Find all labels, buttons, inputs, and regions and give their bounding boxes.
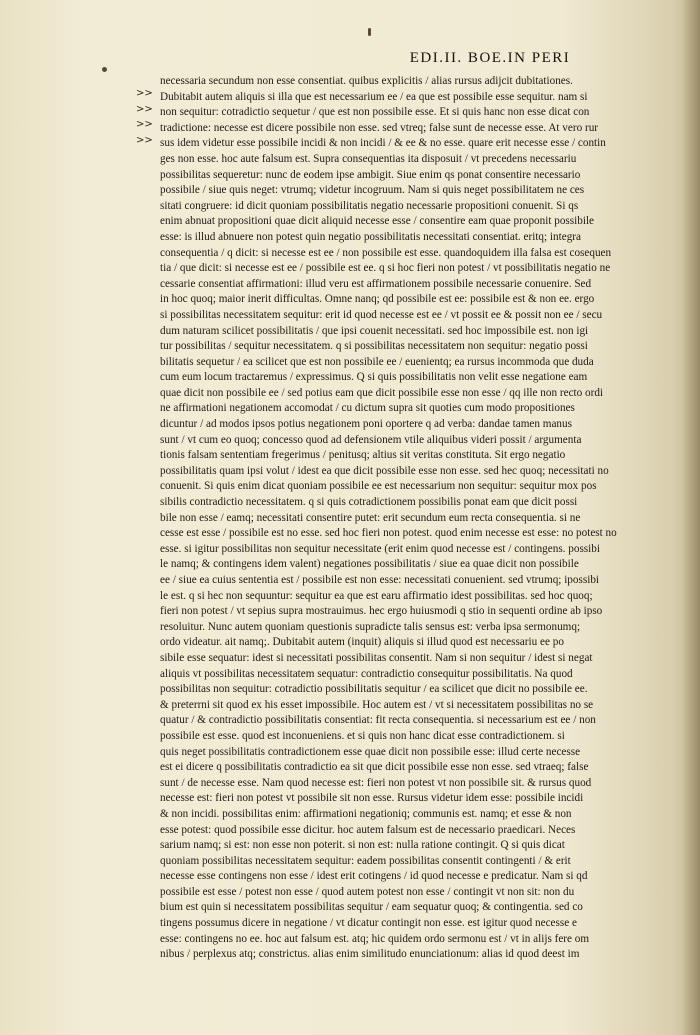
margin-mark: >>: [136, 103, 153, 115]
text-line: tionis falsam sententiam fregerimus / penitusq; altius sit veritas constituta. Sit ergo negatio: [160, 449, 566, 462]
margin-mark: >>: [136, 134, 153, 146]
text-line: dum naturam scilicet possibilitatis / que ipsi couenit necessitati. sed hoc impossibile est. non igi: [160, 324, 589, 337]
text-line: conuenit. Si quis enim dicat quoniam possibile ee est necessarium non sequitur: sequitur mox pos: [160, 480, 597, 493]
page-edge-shadow: [682, 0, 700, 1035]
text-line: bilitatis sequetur / ea scilicet que est non possibile ee / euenientq; ea rursus incommoda que duda: [160, 355, 594, 368]
text-line: possibilitatis quam ipsi volut / idest ea que dicit possibile esse non esse. sed hec quoq; necessitati no: [160, 464, 609, 477]
text-line: sunt / de necesse esse. Nam quod necesse est: fieri non potest vt non possibile sit. & rursus quod: [160, 776, 592, 789]
text-line: in hoc quoq; maior inerit difficultas. Omne nanq; qd possibile est ee: possibile est & non ee. ergo: [160, 293, 595, 306]
text-line: nibus / perplexus atq; constrictus. alias enim similitudo enunciationum: alias id quod deest im: [160, 948, 580, 961]
text-line: sarium namq; si est: non esse non poterit. si non est: nulla ratione contingit. Q si quis dicat: [160, 839, 565, 852]
text-line: possibilitas sequeretur: nunc de eodem ipse ambigit. Siue enim qs ponat consentire necessario: [160, 168, 581, 181]
text-line: sibilis contradictio necessitatem. q si quis cotradictionem possibilis ponat eam que dicit possi: [160, 496, 578, 509]
text-line: necesse est: fieri non potest vt possibile sit non esse. Rursus videtur idem esse: possibile incidi: [160, 792, 584, 805]
text-line: ee / siue ea cuius sententia est / possibile est non esse: necessitati conuenient. sed vtrumq; ipossibi: [160, 574, 600, 586]
text-line: necessaria secundum non esse consentiat. quibus explicitis / alias rursus adijcit dubitationes.: [160, 75, 573, 87]
text-line: ne affirmationi negationem accomodat / cu dictum supra sit quoties cum modo propositiones: [160, 402, 575, 415]
text-line: & preterrni sit quod ex his esset impossibile. Hoc autem est / vt si necessitatem possibilitas no se: [160, 698, 594, 711]
text-line: sibile esse sequatur: idest si necessitati possibilitas consentit. Nam si non sequitur / idest si negat: [160, 651, 593, 664]
text-line: quis neget possibilitatis contradictionem esse quae dicit non possibile esse: illud certe necesse: [160, 745, 581, 758]
text-line: quae dicit non possibile ee / sed potius eam que dicit possibile esse non esse / qq ille non recto ordi: [160, 386, 604, 399]
text-line: fieri non potest / vt sepius supra mostrauimus. hec ergo huiusmodi q stio in sequenti ordine ab ipso: [160, 605, 603, 618]
text-line: est ei dicere q possibilitatis contradictio ea sit que dicit possibile esse non esse. sed vtraeq; false: [160, 761, 589, 774]
text-line: dicuntur / ad modos ipsos potius negationem poni oportere q ad verba: dandae tamen manus: [160, 418, 572, 431]
text-line: Dubitabit autem aliquis si illa que est necessarium ee / ea que est possibile esse sequitur. nam si: [160, 90, 588, 103]
text-line: possibile est esse / potest non esse / quod autem potest non esse / contingit vt non sit: non du: [160, 885, 575, 898]
text-line: & non incidi. possibilitas enim: affirmationi negationiq; communis est. namq; et esse & non: [160, 807, 572, 820]
text-line: cessarie consentiat affirmationi: illud veru est affirmationem possibile necessarie conuenire. Sed: [160, 277, 592, 290]
text-line: necesse esse contingens non esse / idest erit cotingens / id quod necesse e predicatur. Nam si qd: [160, 870, 588, 883]
margin-marks: [136, 86, 154, 148]
ink-spot: [102, 67, 107, 72]
text-line: si possibilitas necessitatem sequitur: erit id quod necesse est ee / vt possit ee & possit non ee / secu: [160, 308, 603, 321]
ink-mark: [368, 28, 371, 36]
text-line: quatur / & contradictio possibilitatis consentiat: fit recta consequentia. si necessarium est ee / non: [160, 714, 596, 727]
running-head: EDI.II. BOE.IN PERI: [409, 50, 571, 66]
text-line: resoluitur. Nunc autem quoniam questionis supradicte talis sensus est: verba ipsa sermonumq;: [160, 620, 581, 633]
text-line: esse. si igitur possibilitas non sequitur necessitate (erit enim quod necesse est / contingens. possibi: [160, 542, 600, 555]
text-line: consequentia / q dicit: si necesse est ee / non possibile est esse. quandoquidem illa falsa est cosequen: [160, 246, 612, 259]
text-line: sus idem videtur esse possibile incidi & non incidi / & ee & no esse. quare erit necesse esse / contin: [160, 137, 606, 150]
margin-mark: >>: [136, 119, 153, 131]
text-line: ges non esse. hoc aute falsum est. Supra consequentias ita disposuit / vt precedens necessariu: [160, 152, 577, 165]
margin-mark: >>: [136, 88, 153, 99]
text-line: bium est quin si necessitatem possibilitas sequitur / eam sequatur quoq; & contingentia. sed co: [160, 901, 583, 914]
text-line: cesse est esse / possibile est no esse. sed hoc fieri non potest. quod enim necesse est esse: no potest no: [160, 527, 617, 540]
text-line: sitati congruere: id dicit quoniam possibilitatis negatio necessarie propositioni conuenit. Si qs: [160, 199, 579, 212]
text-line: possibilitas non sequitur: cotradictio possibilitatis sequitur / ea scilicet que dicit no possibile ee.: [160, 683, 588, 696]
text-line: possibile / siue quis neget: vtrumq; videtur incogruum. Nam si quis neget possibilitatem ne ces: [160, 184, 585, 197]
text-line: sunt / vt cum eo quoq; concesso quod ad defensionem vtile aliquibus videri possit / argumenta: [160, 433, 582, 446]
text-line: esse potest: quod possibile esse dicitur. hoc autem falsum est de necessario praedicari. Neces: [160, 823, 576, 836]
text-line: tingens possumus dicere in negatione / vt dicatur contingit non esse. est igitur quod necesse e: [160, 917, 577, 930]
body-text: [160, 74, 675, 963]
text-line: enim abnuat propositioni quae dicit aliquid necesse esse / consentire eam quae proponit possibile: [160, 215, 595, 228]
text-line: esse: contingens no ee. hoc aut falsum est. atq; hic quidem ordo sermonu est / vt in alijs fere om: [160, 932, 590, 945]
text-line: possibile est esse. quod est inconueniens. et si quis non hanc dicat esse contradictionem. si: [160, 729, 565, 742]
text-line: tia / que dicit: si necesse est ee / possibile est ee. q si hoc fieri non potest / vt possibilitatis negatio ne: [160, 262, 611, 275]
text-line: le est. q si hec non sequuntur: sequitur ea que est earu affirmatio idest possibilitas. sed hoc quoq;: [160, 589, 593, 602]
text-line: cum eum locum tractaremus / expressimus. Q si quis possibilitatis non velit esse negatione eam: [160, 371, 588, 384]
text-line: tradictione: necesse est dicere possibile non esse. sed vtreq; false sunt de necesse esse. At vero rur: [160, 121, 599, 134]
text-line: ordo videatur. ait namq;. Dubitabit autem (inquit) aliquis si illud quod est necessariu ee po: [160, 636, 564, 649]
text-line: quoniam possibilitas necessitatem sequitur: eadem possibilitas consentit contingenti / & erit: [160, 854, 571, 867]
text-line: le namq; & contingens idem valent) negationes possibilitatis / siue ea quae dicit non possibile: [160, 558, 579, 571]
text-line: bile non esse / eamq; necessitati consentire putet: erit secundum eum recta consequentia. si ne: [160, 511, 581, 524]
text-line: esse: is illud abnuere non potest quin negatio possibilitatis necessitati consentiat. eritq; integra: [160, 230, 581, 243]
text-line: tur possibilitas / sequitur necessitatem. q si possibilitas necessitatem non sequitur: negatio possi: [160, 340, 588, 353]
text-line: non sequitur: cotradictio sequetur / que est non possibile esse. Et si quis hanc non esse dicat con: [160, 106, 590, 119]
text-line: aliquis vt possibilitas necessitatem sequatur: contradictio consequitur possibilitatis. Na quod: [160, 667, 573, 680]
